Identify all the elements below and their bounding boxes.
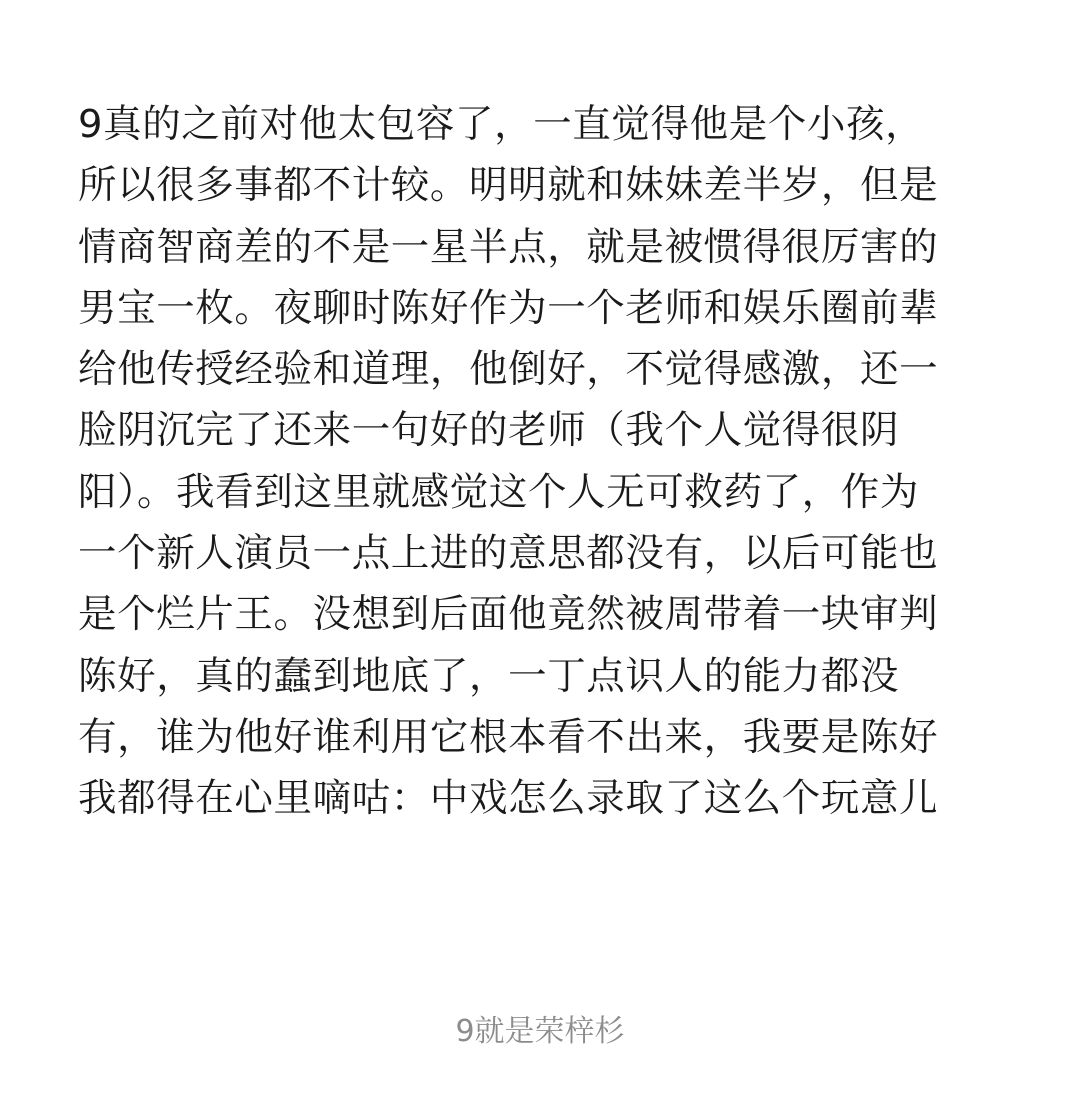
post-line: 给他传授经验和道理，他倒好，不觉得感激，还一 [78, 347, 939, 393]
post-line: 有，谁为他好谁利用它根本看不出来，我要是陈好 [78, 714, 939, 760]
post-line: 我都得在心里嘀咕：中戏怎么录取了这么个玩意儿 [78, 776, 939, 822]
post-line: 男宝一枚。夜聊时陈好作为一个老师和娱乐圈前辈 [78, 285, 939, 331]
post-line: 9真的之前对他太包容了，一直觉得他是个小孩， [78, 102, 925, 147]
post-line: 所以很多事都不计较。明明就和妹妹差半岁，但是 [78, 163, 939, 209]
post-line: 情商智商差的不是一星半点，就是被惯得很厉害的 [78, 224, 939, 270]
post-line: 脸阴沉完了还来一句好的老师（我个人觉得很阴 [78, 408, 900, 454]
post-line: 陈好，真的蠢到地底了，一丁点识人的能力都没 [78, 653, 900, 699]
image-caption: 9就是荣梓杉 [455, 1014, 625, 1049]
post-line: 是个烂片王。没想到后面他竟然被周带着一块审判 [78, 592, 939, 638]
post-body [78, 94, 1008, 830]
post-line: 阳）。我看到这里就感觉这个人无可救药了，作为 [78, 469, 919, 515]
post-line: 一个新人演员一点上进的意思都没有，以后可能也 [78, 531, 939, 577]
